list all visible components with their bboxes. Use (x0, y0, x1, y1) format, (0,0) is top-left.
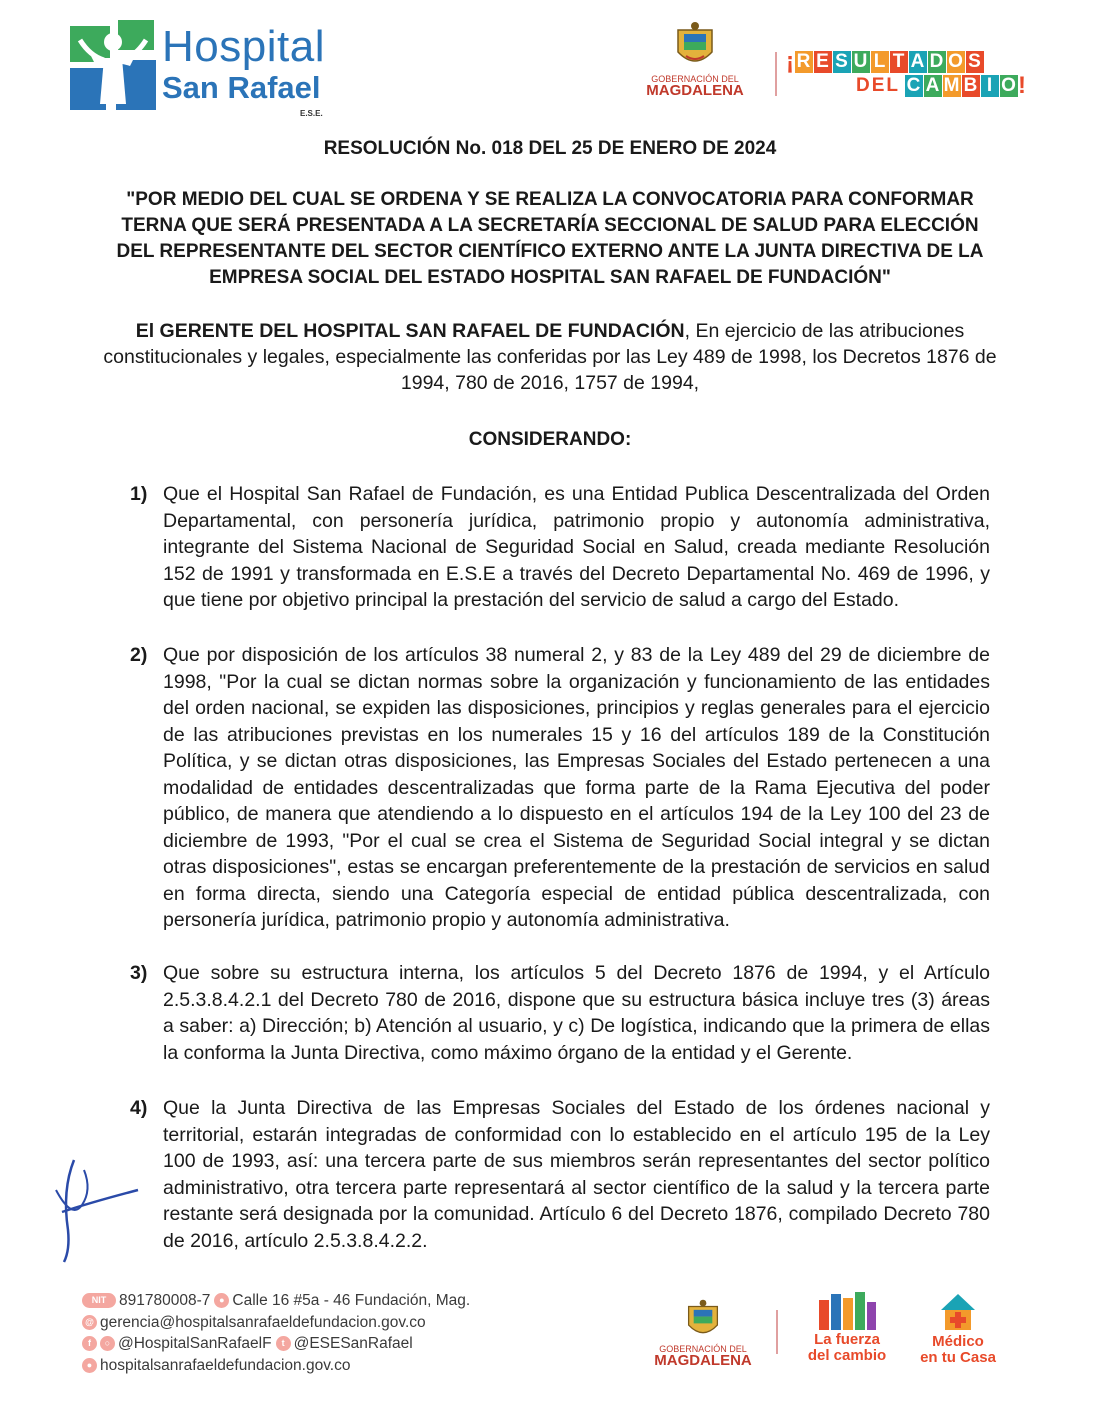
preamble-bold: El GERENTE DEL HOSPITAL SAN RAFAEL DE FUNDACIÓN (135, 320, 685, 342)
item-number: 4) (130, 1097, 148, 1119)
medico-line2: en tu Casa (920, 1349, 996, 1366)
gobernacion-footer-line2: MAGDALENA (654, 1352, 752, 1369)
considering-item (130, 642, 990, 934)
subject-line: EMPRESA SOCIAL DEL ESTADO HOSPITAL SAN RAFAEL DE FUNDACIÓN" (209, 267, 891, 288)
footer-website-row (82, 1355, 582, 1377)
item-number: 1) (130, 483, 148, 505)
considering-item (130, 481, 990, 614)
logo-letter-tile: B (962, 75, 980, 97)
gobernacion-logo-header (630, 20, 760, 110)
magdalena-crest-icon (672, 20, 718, 72)
logo-letter-tile: L (871, 51, 889, 73)
footer-email[interactable]: gerencia@hospitalsanrafaeldefundacion.gov.co (100, 1313, 426, 1331)
subject-line: "POR MEDIO DEL CUAL SE ORDENA Y SE REALIZA LA CONVOCATORIA PARA CONFORMAR (126, 189, 974, 210)
item-text: Que por disposición de los artículos 38 numeral 2, y 83 de la Ley 489 del 29 de diciembre de 1998, "Por la cual se dictan normas sobre la organización y funcionamiento de las entidades del orden nacional, se expiden las disposiciones, principios y reglas generales para el ejercicio de las atribuciones previstas en los numerales 15 y 16 del artículos 189 de la Constitución Política, y se dictan otras disposiciones, las Empresas Sociales del Estado pertenecen a una modalidad de entidades descentralizadas que forma parte de la Rama Ejecutiva del poder público, de manera que atendiendo a lo dispuesto en el artículos 194 de la Ley 100 del 23 de diciembre de 1993, "Por el cual se crea el Sistema de Seguridad Social integral y se dictan otras disposiciones", estas se encargan preferentemente de la prestación de servicios en salud en forma directa, siendo una Categoría especial de entidad pública descentralizada, con personería jurídica, patrimonio propio y autonomía administrativa. (163, 644, 990, 931)
resolution-subject (100, 187, 1000, 291)
facebook-icon: f (82, 1336, 97, 1351)
logo-letter-tile: E (814, 51, 832, 73)
medico-house-icon (935, 1290, 981, 1334)
footer-nit-row (82, 1290, 582, 1312)
preamble (100, 318, 1000, 396)
nit-badge-icon: NIT (82, 1293, 116, 1308)
gobernacion-label-line1: GOBERNACIÓN DEL (651, 74, 739, 84)
logo-letter-tile: O (1001, 75, 1016, 96)
gobernacion-label-line2: MAGDALENA (646, 82, 744, 99)
hospital-logo (62, 12, 342, 122)
considerando-heading: CONSIDERANDO: (468, 429, 632, 450)
magdalena-crest-icon (683, 1298, 723, 1342)
footer-social-fb-ig[interactable]: @HospitalSanRafaelF (118, 1335, 272, 1352)
header-divider (775, 52, 777, 96)
raised-fists-icon (815, 1290, 879, 1332)
footer-website[interactable]: hospitalsanrafaeldefundacion.gov.co (100, 1356, 351, 1374)
footer-email-row (82, 1312, 582, 1334)
medico-line1: Médico (932, 1333, 984, 1350)
considering-item (130, 1095, 990, 1254)
fuerza-line1: La fuerza (814, 1331, 880, 1348)
subject-line: TERNA QUE SERÁ PRESENTADA A LA SECRETARÍA SECCIONAL DE SALUD PARA ELECCIÓN (121, 215, 979, 236)
logo-letter-tile: C (905, 75, 923, 97)
gobernacion-footer-line1: GOBERNACIÓN DEL (659, 1344, 747, 1354)
item-text: Que la Junta Directiva de las Empresas Sociales del Estado de los órdenes nacional y territorial, estarán integradas de conformidad con lo establecido en el artículo 195 de la Ley 100 de 1993, así: una tercera parte de sus miembros serán representantes del sector político administrativo, otra tercera parte representará al sector científico de la salud y la tercera parte restante será designada por la comunidad. Artículo 6 del Decreto 1876, compilado Decreto 780 de 2016, artículo 2.5.3.8.4.2.2. (163, 1097, 990, 1252)
resultados-del: DEL (856, 75, 900, 96)
medico-en-tu-casa-logo (908, 1290, 1008, 1366)
resolution-title: RESOLUCIÓN No. 018 DEL 25 DE ENERO DE 2024 (323, 138, 777, 159)
hospital-logo-ese: E.S.E. (300, 109, 323, 118)
logo-letter-tile: M (943, 75, 960, 96)
instagram-icon: ○ (100, 1336, 115, 1351)
fuerza-line2: del cambio (807, 1347, 887, 1364)
hospital-logo-line1: Hospital (162, 22, 325, 71)
hospital-logo-line2: San Rafael (162, 70, 321, 105)
fuerza-del-cambio-logo (792, 1290, 902, 1364)
item-number: 3) (130, 962, 148, 984)
item-number: 2) (130, 644, 148, 666)
logo-letter-tile: O (948, 51, 963, 72)
cambio-word (904, 75, 1018, 97)
considering-item (130, 960, 990, 1066)
resultados-excl-close: ! (1018, 72, 1026, 99)
logo-letter-tile: D (928, 51, 946, 73)
subject-line: DEL REPRESENTANTE DEL SECTOR CIENTÍFICO EXTERNO ANTE LA JUNTA DIRECTIVA DE LA (116, 241, 984, 262)
footer-divider (776, 1310, 778, 1354)
resultados-excl-open: ¡ (786, 48, 794, 75)
resultados-del-cambio-logo (786, 50, 1026, 102)
footer-social-row (82, 1333, 582, 1355)
resultados-word (794, 51, 984, 73)
footer-contact (82, 1290, 582, 1376)
location-pin-icon: ● (214, 1293, 229, 1308)
logo-letter-tile: U (852, 51, 870, 73)
logo-letter-tile: S (966, 51, 984, 73)
logo-letter-tile: A (909, 51, 927, 73)
logo-letter-tile: S (833, 51, 851, 73)
footer-social-twitter[interactable]: @ESESanRafael (293, 1335, 413, 1352)
hospital-angel-icon (70, 20, 156, 112)
item-text: Que sobre su estructura interna, los artículos 5 del Decreto 1876 de 1994, y el Artículo 2.5.3.8.4.2.1 del Decreto 780 de 2016, dispone que su estructura básica incluye tres (3) áreas a saber: a) Dirección; b) Atención al usuario, y c) De logística, indicando que la primera de ellas la conforma la Junta Directiva, como máximo órgano de la entidad y el Gerente. (163, 962, 990, 1064)
logo-letter-tile: R (795, 51, 813, 73)
item-text: Que el Hospital San Rafael de Fundación, es una Entidad Publica Descentralizada del Orden Departamental, con personería jurídica, patrimonio propio y autonomía administrativa, integrante del Sistema Nacional de Seguridad Social en Salud, creada mediante Resolución 152 de 1991 y transformada en E.S.E a través del Decreto Departamental No. 469 de 1996, y que tiene por objetivo principal la prestación del servicio de salud a cargo del Estado. (163, 483, 990, 611)
logo-letter-tile: A (924, 75, 942, 97)
footer-nit: 891780008-7 (119, 1292, 211, 1309)
footer-address: Calle 16 #5a - 46 Fundación, Mag. (232, 1292, 471, 1309)
logo-letter-tile: T (890, 51, 908, 73)
preamble-text: , En ejercicio de las atribuciones constitucionales y legales, especialmente las conferidas por las Ley 489 de 1998, los Decretos 1876 de 1994, 780 de 2016, 1757 de 1994, (103, 320, 997, 394)
logo-letter-tile: I (981, 75, 999, 97)
globe-icon: ● (82, 1358, 97, 1373)
handwritten-signature (52, 1150, 152, 1270)
twitter-icon: t (276, 1336, 291, 1351)
email-icon: @ (82, 1315, 97, 1330)
gobernacion-logo-footer (643, 1298, 763, 1368)
